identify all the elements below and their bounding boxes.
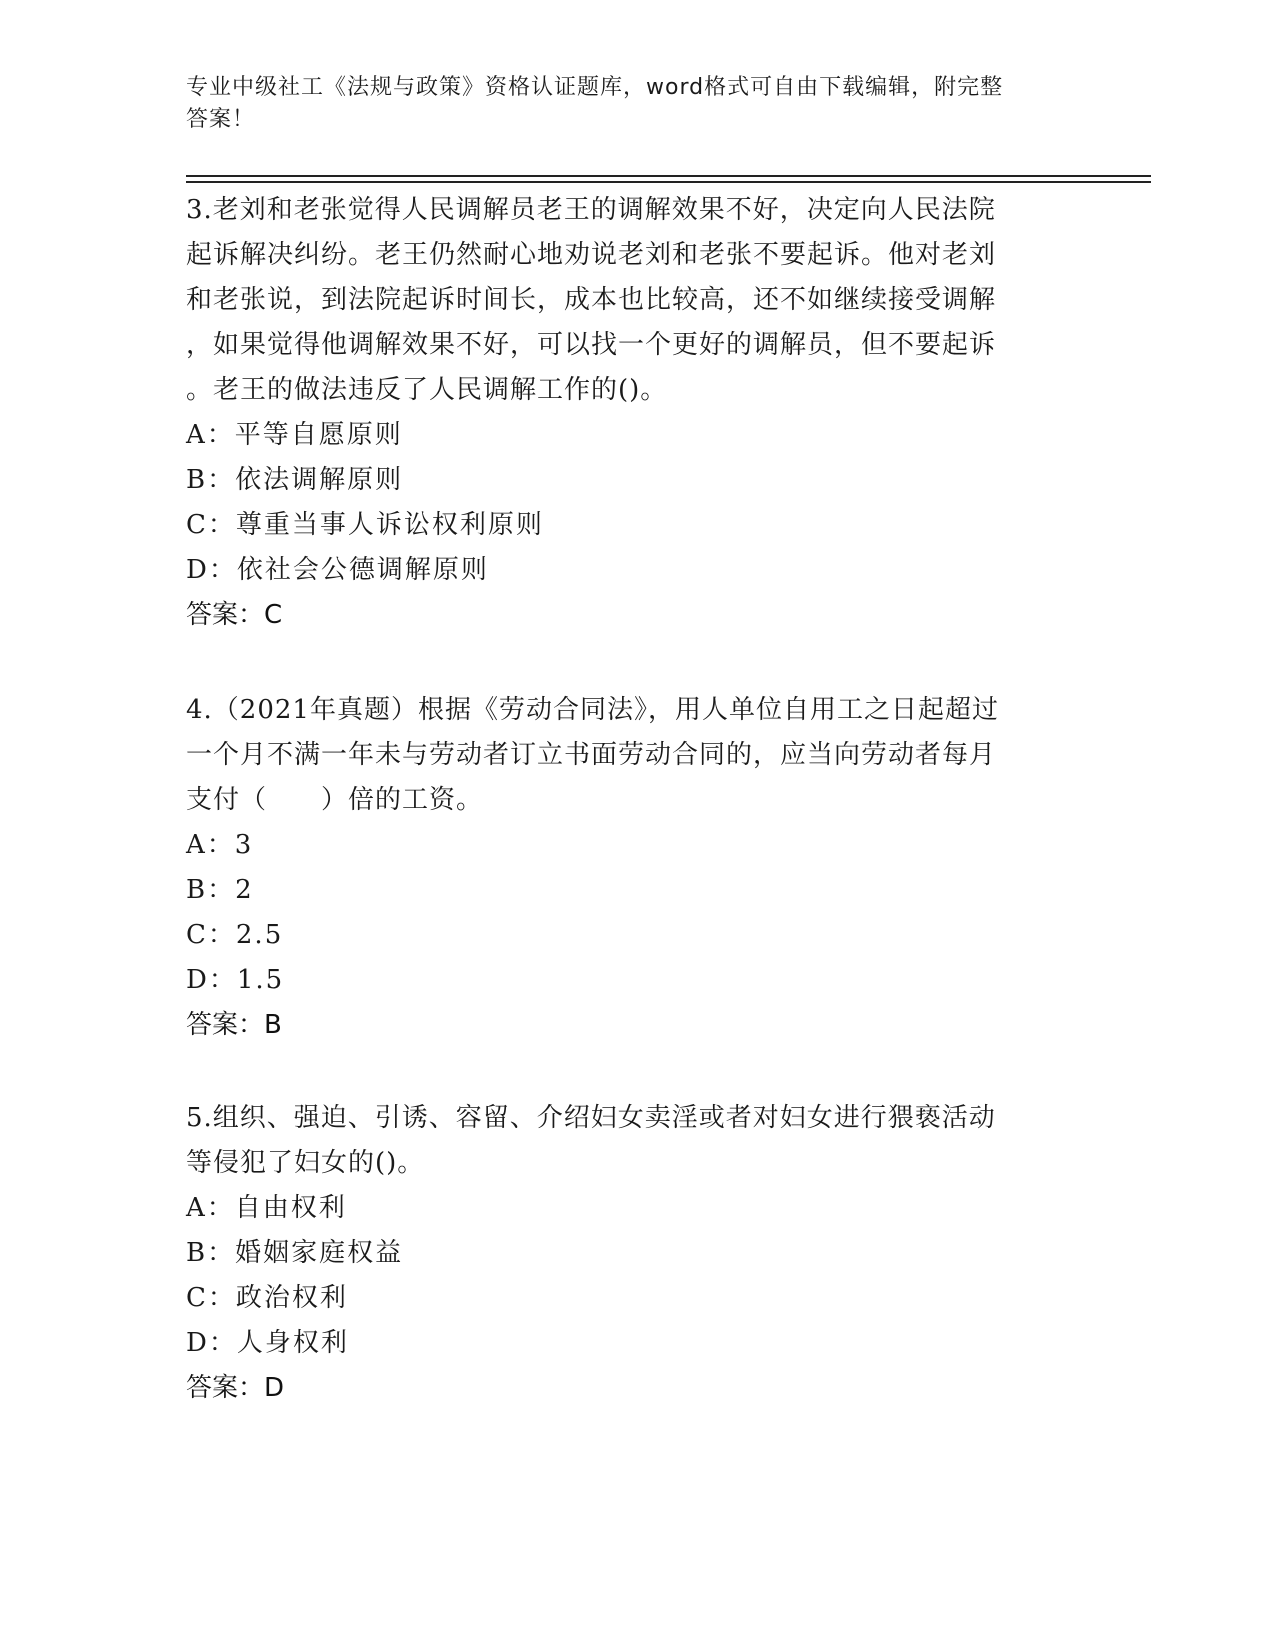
document-header [186,72,1066,136]
question-stem: 4.（2021年真题）根据《劳动合同法》，用人单位自用工之日起超过 一个月不满一年未与劳动者订立书面劳动合同的，应当向劳动者每月 支付（ ）倍的工资。 [186,695,999,815]
option-a: A：平等自愿原则 [186,420,403,450]
question-3 [186,188,1066,638]
question-5 [186,1096,1066,1411]
question-stem: 5.组织、强迫、引诱、容留、介绍妇女卖淫或者对妇女进行猥亵活动 等侵犯了妇女的()。 [186,1103,996,1178]
option-c: C：尊重当事人诉讼权利原则 [186,510,544,540]
option-d: D：人身权利 [186,1328,349,1358]
option-a: A：3 [186,830,254,860]
option-a: A：自由权利 [186,1193,347,1223]
answer-line: 答案：D [186,1373,285,1403]
option-d: D：依社会公德调解原则 [186,555,489,585]
option-b: B：依法调解原则 [186,465,404,495]
header-line-2: 答案！ [186,107,256,132]
answer-line: 答案：C [186,600,283,630]
header-line-1: 专业中级社工《法规与政策》资格认证题库，word格式可自由下载编辑，附完整 [186,75,1004,100]
option-d: D：1.5 [186,965,285,995]
option-b: B：2 [186,875,254,905]
question-4 [186,688,1066,1048]
header-divider-bottom [186,181,1151,183]
question-stem: 3.老刘和老张觉得人民调解员老王的调解效果不好，决定向人民法院 起诉解决纠纷。老王仍然耐心地劝说老刘和老张不要起诉。他对老刘 和老张说，到法院起诉时间长，成本也比较高，还不如继续接受调解 ，如果觉得他调解效果不好，可以找一个更好的调解员，但不要起诉 。老王的做法违反了人民调解工作的()。 [186,195,997,405]
header-divider-top [186,175,1151,177]
option-c: C：政治权利 [186,1283,348,1313]
option-b: B：婚姻家庭权益 [186,1238,404,1268]
answer-line: 答案：B [186,1010,282,1040]
option-c: C：2.5 [186,920,284,950]
